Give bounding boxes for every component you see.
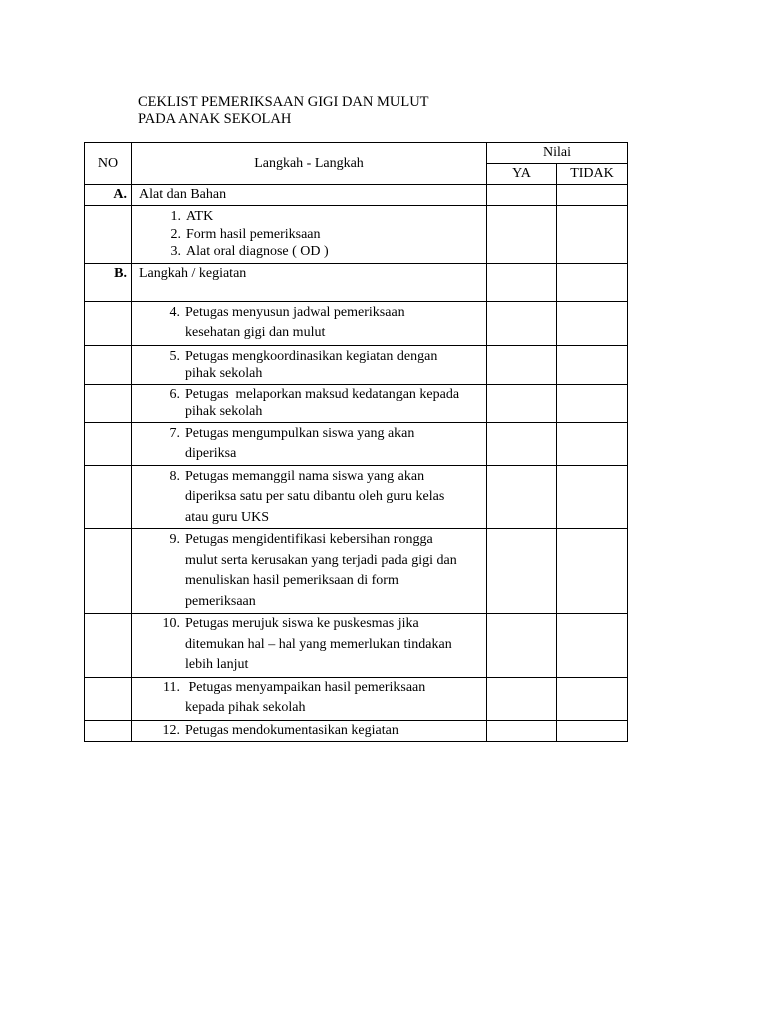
table-row [85,529,628,614]
step-text-line: kepada pihak sekolah [185,700,306,715]
document-title [138,94,429,128]
empty-no-cell [85,529,132,614]
table-row [85,422,628,465]
item-text: ATK [186,209,214,224]
step-number: 10. [162,616,180,631]
materials-list [132,206,486,263]
section-b-row [85,263,628,301]
list-item [132,467,486,529]
cell-tidak[interactable] [557,206,628,264]
step-text-line: Petugas mengkoordinasikan kegiatan dengan [185,348,438,364]
cell-tidak[interactable] [557,529,628,614]
step-text-line: pihak sekolah [185,404,263,419]
step-number: 5. [169,348,180,364]
header-no: NO [85,143,132,185]
step-cell [132,529,487,614]
table-row [85,720,628,742]
list-item [132,614,486,676]
list-item [132,303,486,344]
step-text [183,424,486,465]
step-text-line: atau guru UKS [185,509,269,525]
step-cell [132,301,487,345]
step-text-line: Petugas mengidentifikasi kebersihan rongga [185,532,433,547]
cell-ya[interactable] [487,614,557,678]
materials-row [85,206,628,264]
cell-ya[interactable] [487,465,557,529]
table-row [85,384,628,422]
header-steps: Langkah - Langkah [132,143,487,185]
cell-ya[interactable] [487,384,557,422]
cell-ya[interactable] [487,677,557,720]
header-tidak: TIDAK [557,164,628,185]
list-item [132,678,486,719]
section-a-letter: A. [85,185,132,206]
list-item [132,530,486,612]
step-number: 9. [169,532,180,547]
step-text [183,614,486,676]
step-cell [132,422,487,465]
section-b-title: Langkah / kegiatan [132,263,487,301]
header-ya: YA [487,164,557,185]
section-a-title: Alat dan Bahan [132,185,487,206]
cell-ya[interactable] [487,422,557,465]
empty-no-cell [85,720,132,742]
cell-tidak[interactable] [557,384,628,422]
empty-no-cell [85,345,132,384]
step-text-line: Petugas mendokumentasikan kegiatan [185,722,399,738]
step-cell [132,345,487,384]
checklist-table [84,142,628,742]
step-cell [132,677,487,720]
step-number: 8. [169,468,180,484]
title-line-1: CEKLIST PEMERIKSAAN GIGI DAN MULUT [138,94,429,110]
cell-tidak[interactable] [557,614,628,678]
table-row [85,465,628,529]
empty-no-cell [85,384,132,422]
cell-ya[interactable] [487,301,557,345]
step-text [183,386,486,421]
step-text-line: pemeriksaan [185,593,256,609]
cell-tidak[interactable] [557,465,628,529]
empty-no-cell [85,206,132,264]
step-text [183,721,486,742]
item-number: 1. [170,209,181,224]
cell-tidak[interactable] [557,720,628,742]
list-item [132,348,486,383]
list-item [132,721,486,742]
item-text: Alat oral diagnose ( OD ) [186,244,329,259]
item-number: 2. [170,226,181,242]
step-text-line: Petugas menyusun jadwal pemeriksaan [185,304,405,320]
list-item [132,386,486,421]
list-item [132,424,486,465]
step-text-line: lebih lanjut [185,657,249,672]
cell-ya[interactable] [487,185,557,206]
step-number: 4. [169,304,180,320]
cell-ya[interactable] [487,345,557,384]
cell-tidak[interactable] [557,677,628,720]
step-text [183,303,486,344]
step-text-line: kesehatan gigi dan mulut [185,325,326,340]
step-cell [132,384,487,422]
table-row [85,614,628,678]
step-text-line: menuliskan hasil pemeriksaan di form [185,573,399,588]
cell-tidak[interactable] [557,422,628,465]
empty-no-cell [85,422,132,465]
step-text-line: Petugas menyampaikan hasil pemeriksaan [185,679,426,695]
empty-no-cell [85,614,132,678]
step-number: 7. [169,425,180,441]
title-line-2: PADA ANAK SEKOLAH [138,111,292,127]
section-a-row [85,185,628,206]
empty-no-cell [85,465,132,529]
section-b-letter: B. [85,263,132,301]
empty-no-cell [85,677,132,720]
step-text-line: Petugas memanggil nama siswa yang akan [185,468,425,484]
list-item [132,208,486,226]
step-text [183,348,486,383]
table-row [85,677,628,720]
step-number: 6. [169,386,180,402]
cell-tidak[interactable] [557,263,628,301]
table-row [85,301,628,345]
materials-cell [132,206,487,264]
step-text-line: mulut serta kerusakan yang terjadi pada gigi dan [185,552,457,568]
item-number: 3. [170,244,181,259]
cell-tidak[interactable] [557,301,628,345]
cell-tidak[interactable] [557,185,628,206]
step-text [183,530,486,612]
step-number: 11. [163,679,180,695]
cell-ya[interactable] [487,720,557,742]
empty-no-cell [85,301,132,345]
step-text-line: diperiksa satu per satu dibantu oleh guru kelas [185,489,445,504]
step-text-line: ditemukan hal – hal yang memerlukan tindakan [185,636,452,652]
step-cell [132,614,487,678]
step-number: 12. [162,722,180,738]
cell-tidak[interactable] [557,345,628,384]
list-item [132,243,486,261]
step-text [183,678,486,719]
step-text-line: Petugas mengumpulkan siswa yang akan [185,425,415,441]
step-text-line: Petugas merujuk siswa ke puskesmas jika [185,616,419,631]
step-cell [132,720,487,742]
item-text: Form hasil pemeriksaan [186,226,321,242]
header-nilai: Nilai [487,143,628,164]
cell-ya[interactable] [487,263,557,301]
step-text-line: pihak sekolah [185,366,263,381]
table-row [85,345,628,384]
cell-ya[interactable] [487,206,557,264]
step-text-line: Petugas melaporkan maksud kedatangan kepada [185,386,460,402]
step-text [183,467,486,529]
list-item [132,226,486,244]
step-cell [132,465,487,529]
cell-ya[interactable] [487,529,557,614]
step-text-line: diperiksa [185,446,237,461]
